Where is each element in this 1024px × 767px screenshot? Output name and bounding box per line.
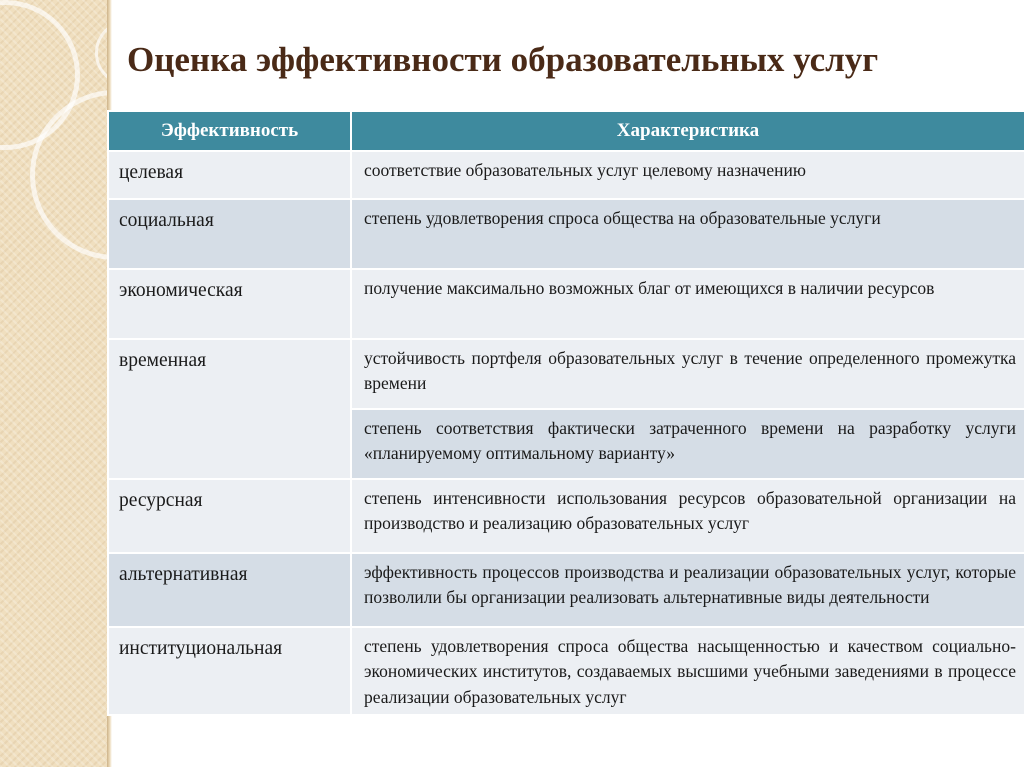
- row-name: альтернативная: [108, 553, 351, 627]
- row-name: институциональная: [108, 627, 351, 715]
- table-row: [108, 627, 1024, 715]
- row-name: временная: [108, 339, 351, 479]
- table-row: [108, 479, 1024, 553]
- row-description: степень удовлетворения спроса общества насыщенностью и качеством социально-экономических институтов, создаваемых высшими учебными заведениями в процессе реализации образовательных услуг: [351, 627, 1024, 715]
- table-row: [108, 339, 1024, 409]
- row-description: степень удовлетворения спроса общества на образовательные услуги: [351, 199, 1024, 269]
- row-name: ресурсная: [108, 479, 351, 553]
- header-efficiency: Эффективность: [108, 111, 351, 151]
- row-name: социальная: [108, 199, 351, 269]
- slide-title: Оценка эффективности образовательных услуг: [127, 40, 879, 79]
- row-description: эффективность процессов производства и реализации образовательных услуг, которые позволили бы организации реализовать альтернативные виды деятельности: [351, 553, 1024, 627]
- row-name: экономическая: [108, 269, 351, 339]
- row-name: целевая: [108, 151, 351, 199]
- row-description: соответствие образовательных услуг целевому назначению: [351, 151, 1024, 199]
- table-header-row: [108, 111, 1024, 151]
- header-characteristic: Характеристика: [351, 111, 1024, 151]
- efficiency-table: [107, 110, 1024, 716]
- table-row: [108, 199, 1024, 269]
- table-row: [108, 269, 1024, 339]
- row-description: получение максимально возможных благ от имеющихся в наличии ресурсов: [351, 269, 1024, 339]
- row-description: степень интенсивности использования ресурсов образовательной организации на производство и реализацию образовательных услуг: [351, 479, 1024, 553]
- row-description: устойчивость портфеля образовательных услуг в течение определенного промежутка времени: [351, 339, 1024, 409]
- decorative-side-band: [0, 0, 110, 767]
- table-row: [108, 151, 1024, 199]
- table-row: [108, 553, 1024, 627]
- row-description: степень соответствия фактически затраченного времени на разработку услуги «планируемому оптимальному варианту»: [351, 409, 1024, 479]
